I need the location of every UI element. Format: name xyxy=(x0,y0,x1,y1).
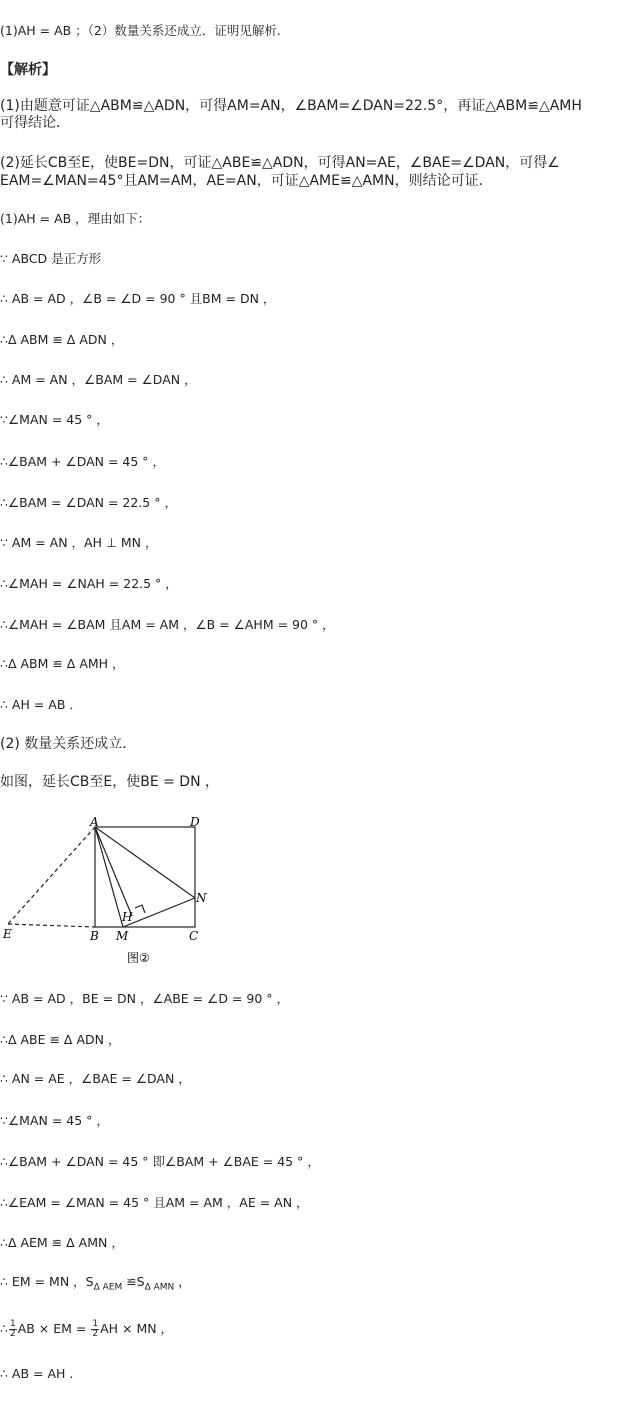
proof1-line: ∴∠MAH = ∠BAM 且AM = AM ，∠B = ∠AHM = 90 ° ， xyxy=(0,617,335,632)
part2-title: (2) 数量关系还成立． xyxy=(0,736,137,752)
label-m: M xyxy=(116,929,129,943)
right-angle-mark xyxy=(135,905,145,913)
figure-caption: 图② xyxy=(127,951,150,965)
proof1-line: ∴Δ ABM ≌ Δ ADN ， xyxy=(0,332,124,347)
proof2-line: ∵ AB = AD ，BE = DN ，∠ABE = ∠D = 90 ° ， xyxy=(0,991,289,1006)
segment-eb xyxy=(8,924,95,927)
segment-mn xyxy=(123,898,195,927)
analysis-line-1: (1)由题意可证△ABM≌△ADN，可得AM=AN，∠BAM=∠DAN=22.5°，再证△ABM≌△AMH xyxy=(0,98,582,114)
label-h: H xyxy=(122,910,133,924)
analysis-line-2: 可得结论． xyxy=(0,115,70,131)
proof1-line: ∵ ABCD 是正方形 xyxy=(0,251,102,266)
label-d: D xyxy=(190,815,200,829)
label-e: E xyxy=(3,927,12,941)
part2-intro: 如图，延长CB至E，使BE = DN ， xyxy=(0,774,220,790)
proof2-line: ∴Δ ABE ≌ Δ ADN ， xyxy=(0,1032,121,1047)
area-sub-amn: Δ AMN xyxy=(144,1282,175,1293)
analysis-line-3: (2)延长CB至E，使BE=DN，可证△ABE≌△ADN，可得AN=AE，∠BAE=∠DAN，可得∠ xyxy=(0,155,560,171)
label-a: A xyxy=(90,815,99,829)
proof1-line: (1)AH = AB ，理由如下： xyxy=(0,211,151,226)
frac-pre: ∴ xyxy=(0,1321,8,1336)
proof1-line: ∴ AH = AB ． xyxy=(0,697,82,712)
proof1-line: ∴∠BAM + ∠DAN = 45 ° ， xyxy=(0,454,166,469)
segment-am xyxy=(95,827,123,927)
area-equality-line xyxy=(0,1274,191,1296)
fraction-half-2: $\frac{1}{2}$ xyxy=(92,1319,99,1339)
area-post: ， xyxy=(174,1274,191,1289)
frac-a: AB × EM = xyxy=(17,1321,91,1336)
proof1-line: ∴ AB = AD ，∠B = ∠D = 90 ° 且BM = DN ， xyxy=(0,291,276,306)
label-b: B xyxy=(90,929,99,943)
answer-line: (1)AH = AB ；（2）数量关系还成立．证明见解析. xyxy=(0,23,281,38)
area-sub-aem: Δ AEM xyxy=(93,1282,123,1293)
segment-ae xyxy=(8,827,95,924)
proof2-line: ∴Δ AEM ≌ Δ AMN ， xyxy=(0,1235,124,1250)
proof1-line: ∴ AM = AN ，∠BAM = ∠DAN ， xyxy=(0,372,197,387)
area-mid: ≌S xyxy=(122,1274,145,1289)
geometry-figure xyxy=(0,810,230,970)
analysis-heading: 【解析】 xyxy=(0,62,56,78)
conclusion-line: ∴ AB = AH . xyxy=(0,1366,74,1381)
proof1-line: ∵∠MAN = 45 ° ， xyxy=(0,412,109,427)
fraction-line xyxy=(0,1318,173,1340)
proof2-line: ∴ AN = AE ，∠BAE = ∠DAN ， xyxy=(0,1071,191,1086)
fraction-half-1: $\frac{1}{2}$ xyxy=(9,1319,16,1339)
proof1-line: ∴Δ ABM ≌ Δ AMH ， xyxy=(0,656,125,671)
analysis-line-4: EAM=∠MAN=45°且AM=AM，AE=AN，可证△AME≌△AMN，则结论可证. xyxy=(0,173,484,189)
frac-b: AH × MN ， xyxy=(100,1321,174,1336)
proof1-line: ∴∠BAM = ∠DAN = 22.5 ° ， xyxy=(0,495,177,510)
proof2-line: ∵∠MAN = 45 ° ， xyxy=(0,1113,109,1128)
proof1-line: ∴∠MAH = ∠NAH = 22.5 ° ， xyxy=(0,576,178,591)
label-n: N xyxy=(196,891,207,905)
proof1-line: ∵ AM = AN ，AH ⊥ MN ， xyxy=(0,535,158,550)
area-pre: ∴ EM = MN ，S xyxy=(0,1274,94,1289)
label-c: C xyxy=(189,929,199,943)
proof2-line: ∴∠BAM + ∠DAN = 45 ° 即∠BAM + ∠BAE = 45 ° ， xyxy=(0,1154,320,1169)
proof2-line: ∴∠EAM = ∠MAN = 45 ° 且AM = AM ，AE = AN ， xyxy=(0,1195,309,1210)
